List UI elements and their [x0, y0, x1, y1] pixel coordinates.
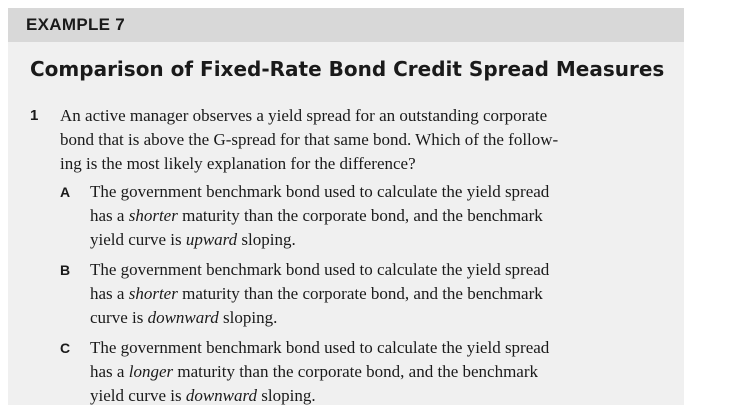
option-letter: A — [60, 184, 71, 200]
emphasis: longer — [128, 362, 174, 381]
option-text — [90, 258, 650, 330]
emphasis: downward — [185, 386, 258, 405]
option-line: curve is downward sloping. — [90, 308, 278, 327]
option-letter: C — [60, 340, 71, 356]
option-a — [60, 180, 670, 252]
option-line: yield curve is downward sloping. — [90, 386, 316, 405]
emphasis: shorter — [128, 284, 178, 303]
option-c — [60, 336, 670, 408]
question-text — [60, 104, 660, 176]
option-text — [90, 180, 650, 252]
option-line: The government benchmark bond used to calculate the yield spread — [90, 182, 550, 201]
option-letter: B — [60, 262, 71, 278]
option-b — [60, 258, 670, 330]
question-line: bond that is above the G-spread for that same bond. Which of the follow- — [60, 130, 559, 149]
emphasis: downward — [147, 308, 219, 327]
option-line: The government benchmark bond used to calculate the yield spread — [90, 338, 550, 357]
emphasis: shorter — [128, 206, 178, 225]
option-line: has a longer maturity than the corporate bond, and the benchmark — [90, 362, 539, 381]
example-title: Comparison of Fixed-Rate Bond Credit Spread Measures — [30, 57, 665, 81]
question-block — [30, 104, 670, 414]
question-row — [30, 104, 670, 176]
option-line: has a shorter maturity than the corporate bond, and the benchmark — [90, 284, 543, 303]
option-line: yield curve is upward sloping. — [90, 230, 296, 249]
question-number: 1 — [30, 107, 39, 124]
option-text — [90, 336, 650, 408]
option-line: has a shorter maturity than the corporate bond, and the benchmark — [90, 206, 543, 225]
emphasis: upward — [185, 230, 238, 249]
option-line: The government benchmark bond used to calculate the yield spread — [90, 260, 550, 279]
question-line: An active manager observes a yield spread for an outstanding corporate — [60, 106, 548, 125]
question-line: ing is the most likely explanation for the difference? — [60, 154, 416, 173]
answer-options — [60, 180, 670, 408]
example-label: EXAMPLE 7 — [8, 8, 684, 42]
